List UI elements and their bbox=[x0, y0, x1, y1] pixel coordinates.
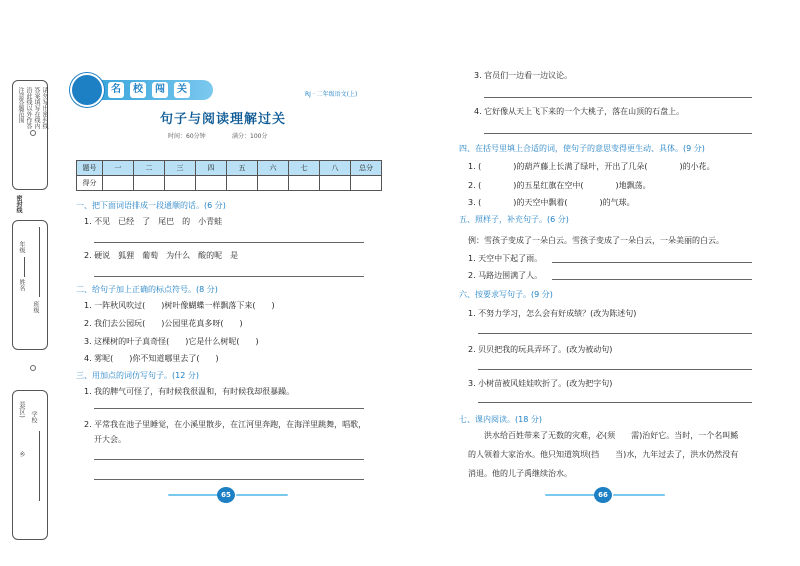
reading-line-1: 洪水给百姓带来了无数的灾难，必(须 需)治好它。当时，一个名叫鲧 bbox=[484, 431, 739, 440]
score-cell[interactable] bbox=[289, 176, 320, 191]
s3-answer-line-3[interactable] bbox=[94, 479, 364, 480]
s1-question-1: 1. 不见 已经 了 尾巴 的 小青蛙 bbox=[84, 217, 223, 226]
page-title: 句子与阅读理解过关 bbox=[160, 112, 287, 127]
s2-item-3: 3. 这棵树的叶子真奇怪( )它是什么树呢( ) bbox=[84, 337, 259, 346]
school-info-box bbox=[12, 390, 48, 540]
township-label: 乡 bbox=[18, 451, 25, 457]
score-header-cell: 题号 bbox=[77, 161, 103, 176]
s5-answer-line-2[interactable] bbox=[552, 279, 752, 280]
score-header-cell: 七 bbox=[289, 161, 320, 176]
section-2-title: 二、给句子加上正确的标点符号。(8 分) bbox=[76, 285, 218, 294]
logo-flask-icon bbox=[70, 73, 104, 107]
score-header-cell: 二 bbox=[134, 161, 165, 176]
section-4-title: 四、在括号里填上合适的词，使句子的意思变得更生动、具体。(9 分) bbox=[459, 144, 705, 153]
score-cell[interactable] bbox=[320, 176, 351, 191]
s5-example: 例：雪孩子变成了一朵白云。雪孩子变成了一朵白云，一朵美丽的白云。 bbox=[468, 236, 724, 245]
score-cell[interactable] bbox=[351, 176, 382, 191]
s6-answer-line-3[interactable] bbox=[478, 402, 752, 403]
s1-answer-line-1[interactable] bbox=[94, 242, 364, 243]
school-label: 学校 bbox=[30, 411, 37, 423]
s6-answer-line-1[interactable] bbox=[478, 333, 752, 334]
s3-answer-line-2[interactable] bbox=[94, 459, 364, 460]
score-cell[interactable] bbox=[134, 176, 165, 191]
s3-question-2: 2. 平常我在池子里睡觉，在小溪里散步，在江河里奔跑，在海洋里跳舞，唱歌， bbox=[84, 420, 367, 429]
grade-tag: RJ · 二年级语文(上) bbox=[305, 91, 358, 98]
section-5-title: 五、照样子，补充句子。(6 分) bbox=[459, 215, 569, 224]
logo-char-2: 校 bbox=[130, 82, 146, 98]
reading-line-2: 的人领着大家治水。他只知道筑坝(挡 当)水，九年过去了，洪水仍然没有 bbox=[468, 450, 739, 459]
bind-hole-icon bbox=[30, 365, 36, 371]
s3-question-1: 1. 我的脾气可怪了，有时候我很温和，有时候我却很暴躁。 bbox=[84, 387, 295, 396]
score-table-header-row bbox=[77, 161, 382, 176]
time-limit: 时间：60分钟 bbox=[168, 133, 206, 140]
notice-line-3: 答案填写在线内 bbox=[33, 87, 40, 129]
reading-line-3: 消退。他的儿子禹继续治水。 bbox=[468, 469, 572, 478]
score-header-cell: 五 bbox=[227, 161, 258, 176]
s6-item-1: 1. 不努力学习，怎么会有好成绩？(改为陈述句) bbox=[468, 309, 637, 318]
score-cell[interactable] bbox=[196, 176, 227, 191]
r-answer-line-3[interactable] bbox=[484, 97, 752, 98]
footer-wing-left bbox=[168, 494, 220, 496]
binding-strip bbox=[8, 60, 56, 530]
s6-item-2: 2. 贝贝把我的玩具弄坏了。(改为被动句) bbox=[468, 345, 613, 354]
page-number-badge: 66 bbox=[594, 487, 612, 503]
left-page-footer bbox=[168, 487, 288, 503]
score-table-score-row bbox=[77, 176, 382, 191]
s5-item-2: 2. 马路边围满了人。 bbox=[468, 271, 543, 280]
score-table bbox=[76, 160, 382, 191]
s3-answer-line-1[interactable] bbox=[94, 408, 364, 409]
logo-char-4: 关 bbox=[174, 82, 190, 98]
class-write-line[interactable] bbox=[39, 227, 40, 297]
class-info-box bbox=[12, 220, 48, 350]
s1-answer-line-2[interactable] bbox=[94, 276, 364, 277]
class-label: 班级 bbox=[32, 301, 39, 313]
page-number-badge: 65 bbox=[217, 487, 235, 503]
logo-char-1: 名 bbox=[108, 82, 124, 98]
score-header-cell: 总分 bbox=[351, 161, 382, 176]
right-page-footer bbox=[545, 487, 665, 503]
section-6-title: 六、按要求写句子。(9 分) bbox=[459, 290, 553, 299]
s2-item-1: 1. 一阵秋风吹过( )树叶像蝴蝶一样飘落下来( ) bbox=[84, 301, 275, 310]
footer-wing-left bbox=[545, 494, 597, 496]
footer-wing-right bbox=[236, 494, 288, 496]
s1-question-2: 2. 硬说 狐狸 葡萄 为什么 酸的呢 是 bbox=[84, 251, 239, 260]
notice-line-2: 沿此线以外作答 bbox=[25, 87, 32, 129]
s3-question-2-cont: 开大会。 bbox=[94, 435, 126, 444]
s2-item-4: 4. 雾呢( )你不知道哪里去了( ) bbox=[84, 354, 219, 363]
full-score: 满分：100分 bbox=[232, 133, 268, 140]
section-3-title: 三、用加点的词仿写句子。(12 分) bbox=[76, 371, 199, 380]
section-1-title: 一、把下面词语排成一段通顺的话。(6 分) bbox=[76, 201, 226, 210]
score-cell[interactable] bbox=[103, 176, 134, 191]
s4-item-3: 3. ( )的天空中飘着( )的气球。 bbox=[468, 198, 635, 207]
section-7-title: 七、课内阅读。(18 分) bbox=[459, 415, 542, 424]
score-row-label: 得分 bbox=[77, 176, 103, 191]
notice-line-4: 请勿写出密封线 bbox=[41, 87, 48, 129]
school-write-line[interactable] bbox=[39, 431, 40, 501]
score-header-cell: 八 bbox=[320, 161, 351, 176]
notice-line-1: 注意答题范围 bbox=[17, 87, 24, 123]
name-label: 姓名 bbox=[18, 279, 25, 291]
s6-answer-line-2[interactable] bbox=[478, 369, 752, 370]
grade-label: 年级 bbox=[18, 241, 25, 253]
s6-item-3: 3. 小树苗被风娃娃吹折了。(改为把字句) bbox=[468, 379, 613, 388]
r-question-3: 3. 官员们一边看一边议论。 bbox=[474, 71, 573, 80]
county-label: 县(区) bbox=[18, 401, 25, 418]
logo-char-3: 闯 bbox=[152, 82, 168, 98]
score-header-cell: 三 bbox=[165, 161, 196, 176]
grade-write-line[interactable] bbox=[24, 257, 25, 277]
score-header-cell: 四 bbox=[196, 161, 227, 176]
bind-hole-icon bbox=[30, 130, 36, 136]
footer-wing-right bbox=[613, 494, 665, 496]
score-header-cell: 一 bbox=[103, 161, 134, 176]
s4-item-2: 2. ( )的五星红旗在空中( )地飘荡。 bbox=[468, 181, 651, 190]
seal-line-label: 密封线 bbox=[15, 195, 22, 213]
score-cell[interactable] bbox=[165, 176, 196, 191]
r-question-4: 4. 它好像从天上飞下来的一个大桃子，落在山顶的石盘上。 bbox=[474, 107, 685, 116]
s4-item-1: 1. ( )的葫芦藤上长满了绿叶，开出了几朵( )的小花。 bbox=[468, 162, 715, 171]
score-header-cell: 六 bbox=[258, 161, 289, 176]
score-cell[interactable] bbox=[258, 176, 289, 191]
s5-answer-line-1[interactable] bbox=[552, 262, 752, 263]
s5-item-1: 1. 天空中下起了雨。 bbox=[468, 254, 543, 263]
score-cell[interactable] bbox=[227, 176, 258, 191]
s2-item-2: 2. 我们去公园玩( )公园里花真多呀( ) bbox=[84, 319, 243, 328]
r-answer-line-4[interactable] bbox=[484, 133, 752, 134]
